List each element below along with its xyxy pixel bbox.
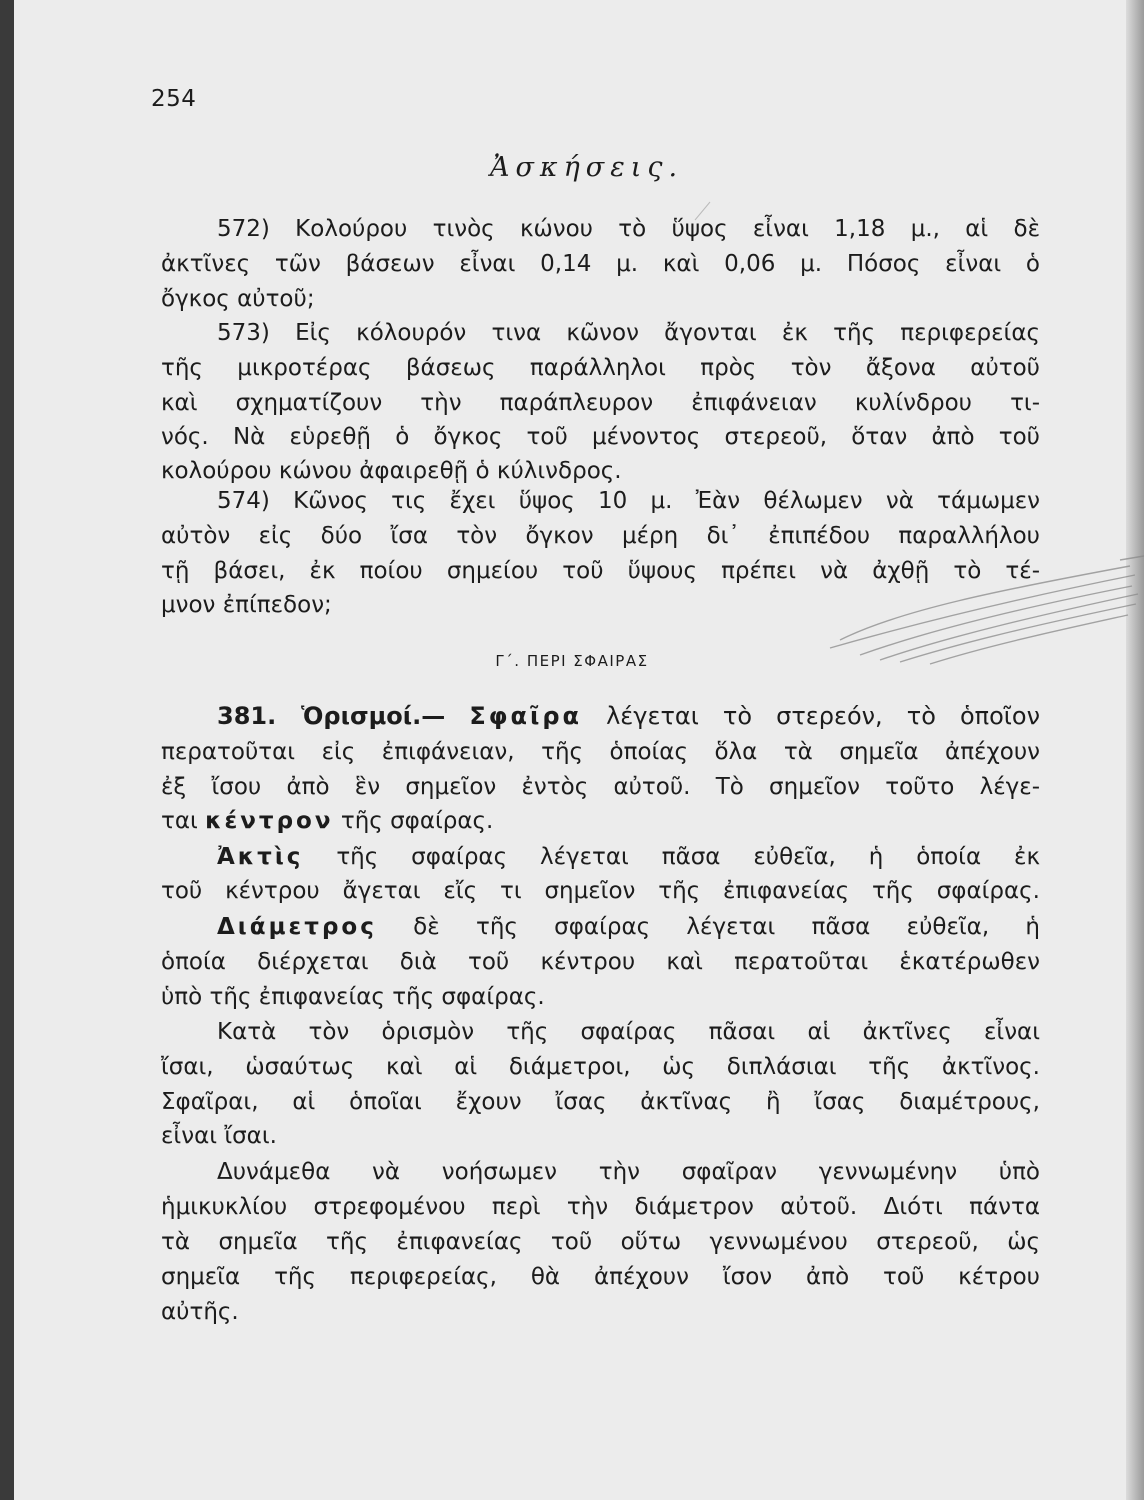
definition-text: ται xyxy=(161,808,198,834)
exercise-line: κολούρου κώνου ἀφαιρεθῇ ὁ κύλινδρος. xyxy=(161,458,622,484)
exercise-line: ὄγκος αὐτοῦ; xyxy=(161,286,315,312)
paragraph-line: τὰ σημεῖα τῆς ἐπιφανείας τοῦ οὕτω γεννωμένου στερεοῦ, ὡς xyxy=(161,1229,1040,1255)
definition-text: δὲ τῆς σφαίρας λέγεται πᾶσα εὐθεῖα, ἡ xyxy=(413,914,1040,940)
section-number: 381. Ὁρισμοί.— xyxy=(217,702,446,730)
definition-line: περατοῦται εἰς ἐπιφάνειαν, τῆς ὁποίας ὅλα τὰ σημεῖα ἀπέχουν xyxy=(161,739,1040,765)
paragraph-line: Δυνάμεθα νὰ νοήσωμεν τὴν σφαῖραν γεννωμένην ὑπὸ xyxy=(217,1159,1040,1185)
term-radius: Ἀκτὶς xyxy=(217,844,304,870)
paragraph-line: αὐτῆς. xyxy=(161,1299,239,1325)
definition-line: τοῦ κέντρου ἄγεται εἴς τι σημεῖον τῆς ἐπιφανείας τῆς σφαίρας. xyxy=(161,878,1040,904)
exercise-line: ἀκτῖνες τῶν βάσεων εἶναι 0,14 μ. καὶ 0,06 μ. Πόσος εἶναι ὁ xyxy=(161,251,1040,277)
definition-line xyxy=(161,806,1040,836)
definition-line: ὑπὸ τῆς ἐπιφανείας τῆς σφαίρας. xyxy=(161,984,545,1010)
definition-line xyxy=(217,912,1040,942)
definition-text: τῆς σφαίρας λέγεται πᾶσα εὐθεῖα, ἡ ὁποία ἐκ xyxy=(336,844,1040,870)
exercise-line: μνον ἐπίπεδον; xyxy=(161,592,332,618)
paragraph-line: Κατὰ τὸν ὁρισμὸν τῆς σφαίρας πᾶσαι αἱ ἀκτῖνες εἶναι xyxy=(217,1019,1040,1045)
definition-line: ἐξ ἴσου ἀπὸ ἓν σημεῖον ἐντὸς αὐτοῦ. Τὸ σημεῖον τοῦτο λέγε- xyxy=(161,774,1040,800)
paragraph-line: σημεῖα τῆς περιφερείας, θὰ ἀπέχουν ἴσον ἀπὸ τοῦ κέτρου xyxy=(161,1264,1040,1290)
definition-text: τῆς σφαίρας. xyxy=(340,808,494,834)
term-center: κέντρον xyxy=(205,808,334,834)
definition-line xyxy=(217,842,1040,872)
paragraph-line: Σφαῖραι, αἱ ὁποῖαι ἔχουν ἴσας ἀκτῖνας ἢ ἴσας διαμέτρους, xyxy=(161,1089,1040,1115)
definition-text: λέγεται τὸ στερεόν, τὸ ὁποῖον xyxy=(606,702,1040,730)
exercises-heading: Ἀσκήσεις. xyxy=(490,152,684,183)
paragraph-line: ἴσαι, ὡσαύτως καὶ αἱ διάμετροι, ὡς διπλάσιαι τῆς ἀκτῖνος. xyxy=(161,1054,1040,1080)
exercise-line: 574) Κῶνος τις ἔχει ὕψος 10 μ. Ἐὰν θέλωμεν νὰ τάμωμεν xyxy=(217,488,1040,514)
exercise-line: 573) Εἰς κόλουρόν τινα κῶνον ἄγονται ἐκ τῆς περιφερείας xyxy=(217,320,1040,346)
paragraph-line: εἶναι ἴσαι. xyxy=(161,1123,277,1149)
exercise-line: τῆς μικροτέρας βάσεως παράλληλοι πρὸς τὸν ἄξονα αὐτοῦ xyxy=(161,355,1040,381)
paragraph-line: ἡμικυκλίου στρεφομένου περὶ τὴν διάμετρον αὐτοῦ. Διότι πάντα xyxy=(161,1194,1040,1220)
term-sphere: Σφαῖρα xyxy=(469,702,583,730)
exercise-line: καὶ σχηματίζουν τὴν παράπλευρον ἐπιφάνειαν κυλίνδρου τι- xyxy=(161,390,1040,416)
definition-line xyxy=(217,701,1040,731)
exercise-line: τῇ βάσει, ἐκ ποίου σημείου τοῦ ὕψους πρέπει νὰ ἀχθῇ τὸ τέ- xyxy=(161,558,1040,584)
exercise-line: νός. Νὰ εὑρεθῇ ὁ ὄγκος τοῦ μένοντος στερεοῦ, ὅταν ἀπὸ τοῦ xyxy=(161,424,1040,450)
exercise-line: αὐτὸν εἰς δύο ἴσα τὸν ὄγκον μέρη δι᾿ ἐπιπέδου παραλλήλου xyxy=(161,523,1040,549)
definition-line: ὁποία διέρχεται διὰ τοῦ κέντρου καὶ περατοῦται ἑκατέρωθεν xyxy=(161,949,1040,975)
section-subheading: Γ΄. ΠΕΡΙ ΣΦΑΙΡΑΣ xyxy=(495,652,649,670)
page-edge-shadow xyxy=(1126,0,1144,1500)
exercise-line: 572) Κολούρου τινὸς κώνου τὸ ὕψος εἶναι 1,18 μ., αἱ δὲ xyxy=(217,216,1040,242)
term-diameter: Διάμετρος xyxy=(217,914,377,940)
page-number: 254 xyxy=(151,86,197,112)
